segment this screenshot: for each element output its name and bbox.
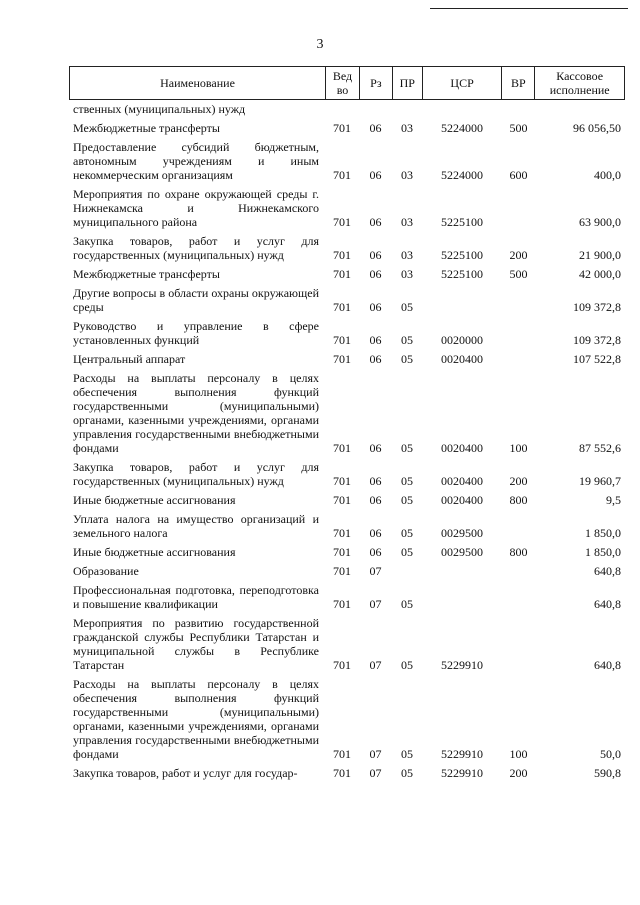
row-name: Иные бюджетные ассигнования xyxy=(73,545,236,559)
table-row xyxy=(69,352,625,366)
table-row xyxy=(69,460,625,488)
row-pr: 05 xyxy=(401,597,413,611)
table-row xyxy=(69,545,625,559)
row-rz: 06 xyxy=(369,248,382,262)
row-rz: 07 xyxy=(369,564,382,578)
row-amount: 107 522,8 xyxy=(573,352,621,366)
row-ved: 701 xyxy=(333,658,351,672)
row-csr: 5229910 xyxy=(441,747,483,761)
table-row xyxy=(69,102,625,116)
row-vr: 200 xyxy=(509,474,528,488)
row-name: Закупка товаров, работ и услуг для государственных (муниципальных) нужд xyxy=(73,460,319,488)
row-name: Образование xyxy=(73,564,139,578)
row-ved: 701 xyxy=(333,267,351,281)
row-csr: 0020400 xyxy=(441,352,483,366)
row-name: Расходы на выплаты персоналу в целях обеспечения выполнения функций государственными (муниципальными) органами, казенными учреждениями, органами управления государственными внебюджетными фондами xyxy=(73,677,319,761)
header-ved: Ведво xyxy=(325,67,359,99)
row-name: Межбюджетные трансферты xyxy=(73,121,220,135)
row-rz: 06 xyxy=(369,300,382,314)
row-vr: 800 xyxy=(509,493,528,507)
row-ved: 701 xyxy=(333,747,351,761)
row-pr: 05 xyxy=(401,766,413,780)
table-row xyxy=(69,371,625,455)
row-pr: 05 xyxy=(401,493,413,507)
row-csr: 5224000 xyxy=(441,168,483,182)
table-row xyxy=(69,234,625,262)
row-vr: 500 xyxy=(509,267,528,281)
row-ved: 701 xyxy=(333,545,351,559)
row-rz: 06 xyxy=(369,168,382,182)
row-csr: 0020400 xyxy=(441,474,483,488)
row-amount: 63 900,0 xyxy=(579,215,621,229)
row-csr: 5224000 xyxy=(441,121,483,135)
row-csr: 5225100 xyxy=(441,267,483,281)
row-ved: 701 xyxy=(333,474,351,488)
row-pr: 05 xyxy=(401,441,413,455)
row-amount: 640,8 xyxy=(594,564,621,578)
row-rz: 07 xyxy=(369,747,382,761)
row-vr: 500 xyxy=(509,121,528,135)
table-row xyxy=(69,267,625,281)
table-row xyxy=(69,583,625,611)
row-pr: 05 xyxy=(401,658,413,672)
table-row xyxy=(69,564,625,578)
row-ved: 701 xyxy=(333,121,351,135)
row-csr: 0020400 xyxy=(441,493,483,507)
top-rule xyxy=(430,8,628,9)
row-amount: 87 552,6 xyxy=(579,441,621,455)
row-amount: 19 960,7 xyxy=(579,474,621,488)
row-amount: 640,8 xyxy=(594,658,621,672)
row-vr: 100 xyxy=(509,747,528,761)
row-amount: 640,8 xyxy=(594,597,621,611)
header-pr: ПР xyxy=(392,67,422,99)
row-rz: 06 xyxy=(369,493,382,507)
row-vr: 200 xyxy=(509,766,528,780)
row-pr: 03 xyxy=(401,168,413,182)
row-rz: 06 xyxy=(369,333,382,347)
header-rz: Рз xyxy=(359,67,392,99)
row-rz: 06 xyxy=(369,441,382,455)
row-ved: 701 xyxy=(333,248,351,262)
header-amount: Кассовое исполнение xyxy=(534,67,624,99)
row-name: Профессиональная подготовка, переподготовка и повышение квалификации xyxy=(73,583,319,611)
row-name: Уплата налога на имущество организаций и земельного налога xyxy=(73,512,319,540)
row-name: Иные бюджетные ассигнования xyxy=(73,493,236,507)
budget-table xyxy=(69,66,625,785)
row-rz: 07 xyxy=(369,766,382,780)
row-amount: 50,0 xyxy=(600,747,621,761)
row-amount: 590,8 xyxy=(594,766,621,780)
row-amount: 9,5 xyxy=(606,493,621,507)
table-row xyxy=(69,493,625,507)
row-ved: 701 xyxy=(333,352,351,366)
row-ved: 701 xyxy=(333,441,351,455)
header-name: Наименование xyxy=(160,76,235,90)
row-ved: 701 xyxy=(333,493,351,507)
row-name: Предоставление субсидий бюджетным, автономным учреждениям и иным некоммерческим организациям xyxy=(73,140,319,182)
row-rz: 07 xyxy=(369,658,382,672)
row-pr: 05 xyxy=(401,545,413,559)
row-ved: 701 xyxy=(333,766,351,780)
row-pr: 05 xyxy=(401,474,413,488)
row-amount: 42 000,0 xyxy=(579,267,621,281)
table-row xyxy=(69,121,625,135)
table-row xyxy=(69,319,625,347)
row-pr: 03 xyxy=(401,215,413,229)
row-name: Центральный аппарат xyxy=(73,352,186,366)
table-row xyxy=(69,286,625,314)
row-ved: 701 xyxy=(333,597,351,611)
row-pr: 05 xyxy=(401,526,413,540)
row-csr: 5225100 xyxy=(441,215,483,229)
row-pr: 03 xyxy=(401,121,413,135)
row-amount: 400,0 xyxy=(594,168,621,182)
row-pr: 05 xyxy=(401,333,413,347)
row-vr: 100 xyxy=(509,441,528,455)
row-amount: 109 372,8 xyxy=(573,333,621,347)
row-pr: 05 xyxy=(401,747,413,761)
table-header xyxy=(69,66,625,100)
table-row xyxy=(69,187,625,229)
row-amount: 21 900,0 xyxy=(579,248,621,262)
row-csr: 0020400 xyxy=(441,441,483,455)
row-name: Другие вопросы в области охраны окружающей среды xyxy=(73,286,319,314)
row-rz: 06 xyxy=(369,526,382,540)
header-csr: ЦСР xyxy=(422,67,502,99)
row-name: Закупка товаров, работ и услуг для государственных (муниципальных) нужд xyxy=(73,234,319,262)
row-rz: 06 xyxy=(369,545,382,559)
page-number: 3 xyxy=(316,37,324,52)
row-ved: 701 xyxy=(333,300,351,314)
row-vr: 600 xyxy=(509,168,528,182)
row-name: Закупка товаров, работ и услуг для государ- xyxy=(73,766,298,780)
table-row xyxy=(69,677,625,761)
row-rz: 06 xyxy=(369,215,382,229)
row-vr: 200 xyxy=(509,248,528,262)
row-amount: 1 850,0 xyxy=(585,526,621,540)
row-csr: 5229910 xyxy=(441,766,483,780)
row-pr: 03 xyxy=(401,248,413,262)
row-pr: 05 xyxy=(401,300,413,314)
row-csr: 5225100 xyxy=(441,248,483,262)
row-amount: 96 056,50 xyxy=(573,121,621,135)
row-csr: 0020000 xyxy=(441,333,483,347)
row-name: Мероприятия по охране окружающей среды г. Нижнекамска и Нижнекамского муниципального района xyxy=(73,187,319,229)
row-name: Руководство и управление в сфере установленных функций xyxy=(73,319,319,347)
row-ved: 701 xyxy=(333,526,351,540)
row-amount: 109 372,8 xyxy=(573,300,621,314)
row-pr: 03 xyxy=(401,267,413,281)
row-csr: 5229910 xyxy=(441,658,483,672)
row-rz: 07 xyxy=(369,597,382,611)
row-amount: 1 850,0 xyxy=(585,545,621,559)
table-row xyxy=(69,512,625,540)
row-name: ственных (муниципальных) нужд xyxy=(73,102,246,116)
table-row xyxy=(69,140,625,182)
row-csr: 0029500 xyxy=(441,545,483,559)
row-ved: 701 xyxy=(333,333,351,347)
row-ved: 701 xyxy=(333,168,351,182)
row-ved: 701 xyxy=(333,215,351,229)
row-name: Межбюджетные трансферты xyxy=(73,267,220,281)
table-body xyxy=(69,102,625,780)
row-rz: 06 xyxy=(369,474,382,488)
row-name: Мероприятия по развитию государственной гражданской службы Республики Татарстан и муниципальной службы в Республике Татарстан xyxy=(73,616,319,672)
table-row xyxy=(69,766,625,780)
row-vr: 800 xyxy=(509,545,528,559)
row-rz: 06 xyxy=(369,121,382,135)
row-pr: 05 xyxy=(401,352,413,366)
table-row xyxy=(69,616,625,672)
row-ved: 701 xyxy=(333,564,351,578)
row-rz: 06 xyxy=(369,267,382,281)
row-name: Расходы на выплаты персоналу в целях обеспечения выполнения функций государственными (муниципальными) органами, казенными учреждениями, органами управления государственными внебюджетными фондами xyxy=(73,371,319,455)
row-rz: 06 xyxy=(369,352,382,366)
row-csr: 0029500 xyxy=(441,526,483,540)
header-vr: ВР xyxy=(501,67,534,99)
